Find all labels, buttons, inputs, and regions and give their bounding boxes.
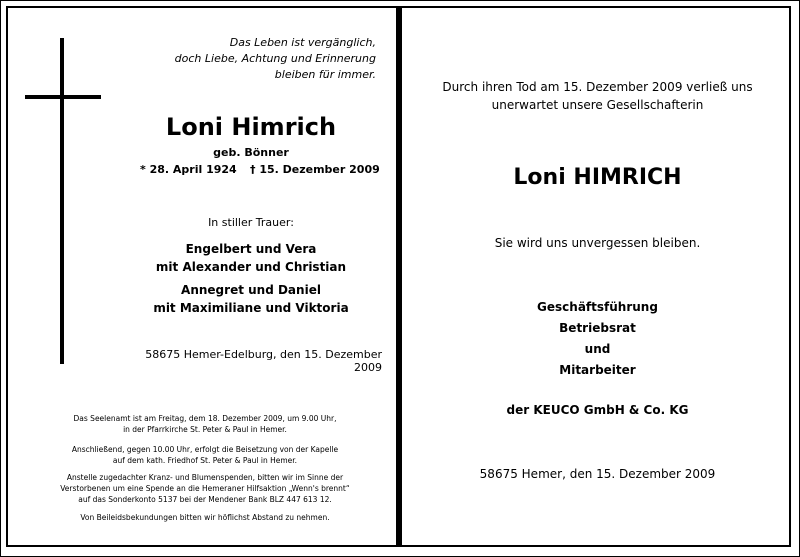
burial-notice	[30, 444, 380, 466]
deceased-name: Loni Himrich	[165, 113, 337, 141]
notice-line: auf dem kath. Friedhof St. Peter & Paul in Hemer.	[112, 456, 298, 465]
place-date: 58675 Hemer-Edelburg, den 15. Dezember 2009	[145, 348, 382, 374]
notice-line: Das Seelenamt ist am Freitag, dem 18. Dezember 2009, um 9.00 Uhr,	[73, 414, 337, 423]
family-group	[120, 281, 382, 317]
family-line: mit Alexander und Christian	[155, 260, 347, 274]
birth-date: * 28. April 1924	[140, 163, 237, 176]
company-place-date: 58675 Hemer, den 15. Dezember 2009	[479, 467, 716, 481]
signer-line: Betriebsrat	[559, 321, 636, 335]
intro-line: Durch ihren Tod am 15. Dezember 2009 verließ uns	[442, 80, 753, 94]
quote-line: doch Liebe, Achtung und Erinnerung	[174, 52, 376, 65]
center-divider	[396, 6, 402, 547]
service-notice	[30, 413, 380, 435]
company-name: der KEUCO GmbH & Co. KG	[506, 403, 689, 417]
notice-line: Verstorbenen um eine Spende an die Hemeraner Hilfsaktion „Wenn's brennt“	[60, 484, 350, 493]
condolence-notice	[30, 512, 380, 523]
quote-line: bleiben für immer.	[274, 68, 376, 81]
notice-line: Anschließend, gegen 10.00 Uhr, erfolgt die Beisetzung von der Kapelle	[71, 445, 339, 454]
maiden-name: geb. Bönner	[213, 146, 289, 159]
cross-vertical-bar	[60, 38, 64, 364]
notice-line: auf das Sonderkonto 5137 bei der Mendener Bank BLZ 447 613 12.	[78, 495, 332, 504]
company-intro	[420, 78, 775, 114]
notice-line: Anstelle zugedachter Kranz- und Blumenspenden, bitten wir im Sinne der	[66, 473, 344, 482]
signer-line: Geschäftsführung	[537, 300, 658, 314]
donation-notice	[30, 472, 380, 505]
signer-line: Mitarbeiter	[559, 363, 636, 377]
intro-line: unerwartet unsere Gesellschafterin	[491, 98, 704, 112]
notice-line: Von Beileidsbekundungen bitten wir höflichst Abstand zu nehmen.	[80, 513, 330, 522]
memorial-quote	[150, 35, 376, 83]
family-line: Engelbert und Vera	[185, 242, 317, 256]
deceased-name-company: Loni HIMRICH	[513, 165, 682, 190]
signers	[420, 297, 775, 381]
death-date: † 15. Dezember 2009	[250, 163, 380, 176]
family-line: mit Maximiliane und Viktoria	[153, 301, 349, 315]
quote-line: Das Leben ist vergänglich,	[229, 36, 376, 49]
family-group	[120, 240, 382, 276]
notice-line: in der Pfarrkirche St. Peter & Paul in Hemer.	[123, 425, 287, 434]
mourning-label: In stiller Trauer:	[208, 216, 294, 229]
remembrance-text: Sie wird uns unvergessen bleiben.	[494, 236, 701, 250]
signer-line: und	[584, 342, 611, 356]
cross-horizontal-bar	[25, 95, 101, 99]
family-line: Annegret und Daniel	[181, 283, 321, 297]
